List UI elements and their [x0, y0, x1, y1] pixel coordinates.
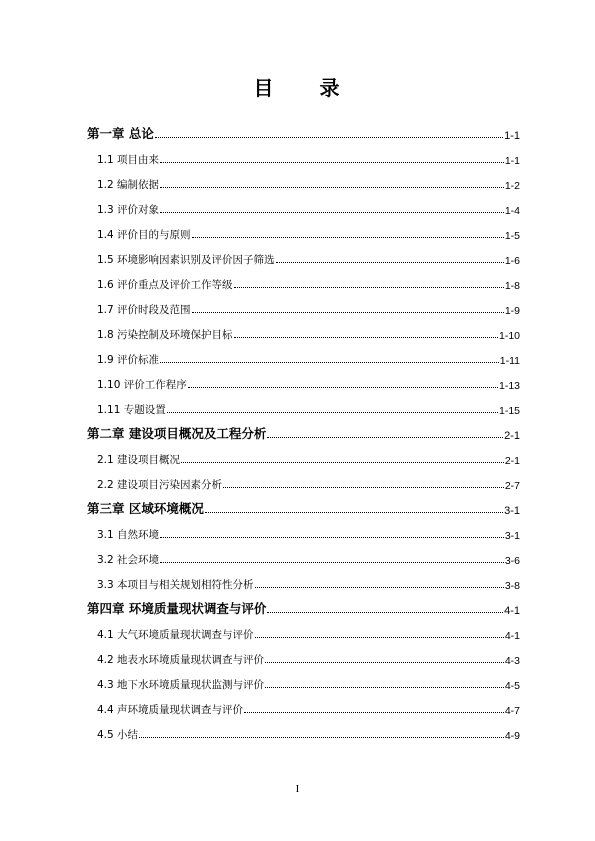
toc-dot-leader: [139, 736, 504, 738]
toc-entry-page: 1-15: [498, 405, 520, 417]
toc-dot-leader: [188, 386, 498, 388]
toc-section-entry[interactable]: [97, 201, 520, 217]
toc-dot-leader: [160, 536, 504, 538]
page-number: I: [295, 783, 300, 795]
toc-entry-page: 2-7: [504, 480, 520, 492]
toc-entry-label: 1.3 评价对象: [97, 204, 160, 216]
toc-entry-label: 1.11 专题设置: [97, 404, 166, 416]
toc-dot-leader: [155, 136, 503, 138]
toc-entry-page: 1-13: [498, 380, 520, 392]
toc-entry-page: 1-4: [504, 205, 520, 217]
toc-dot-leader: [205, 511, 503, 513]
toc-section-entry[interactable]: [97, 351, 520, 367]
toc-section-entry[interactable]: [97, 526, 520, 542]
toc-entry-label: 1.10 评价工作程序: [97, 379, 187, 391]
toc-dot-leader: [234, 286, 504, 288]
toc-entry-page: 1-9: [504, 305, 520, 317]
toc-section-entry[interactable]: [97, 476, 520, 492]
toc-section-entry[interactable]: [97, 626, 520, 642]
toc-entry-label: 1.2 编制依据: [97, 179, 160, 191]
toc-entry-page: 4-1: [504, 630, 520, 642]
toc-entry-label: 4.1 大气环境质量现状调查与评价: [97, 629, 254, 641]
toc-entry-page: 1-1: [504, 130, 520, 142]
toc-section-entry[interactable]: [97, 151, 520, 167]
toc-section-entry[interactable]: [97, 326, 520, 342]
toc-dot-leader: [276, 261, 504, 263]
toc-section-entry[interactable]: [97, 576, 520, 592]
toc-entry-page: 1-2: [504, 180, 520, 192]
toc-section-entry[interactable]: [97, 726, 520, 742]
toc-entry-label: 第三章 区域环境概况: [87, 501, 204, 516]
toc-entry-label: 1.5 环境影响因素识别及评价因子筛选: [97, 254, 275, 266]
toc-dot-leader: [192, 311, 504, 313]
toc-entry-page: 3-8: [504, 580, 520, 592]
toc-entry-label: 1.8 污染控制及环境保护目标: [97, 329, 233, 341]
toc-dot-leader: [160, 186, 504, 188]
toc-dot-leader: [234, 336, 498, 338]
toc-dot-leader: [167, 411, 498, 413]
toc-entry-label: 第二章 建设项目概况及工程分析: [87, 426, 267, 441]
toc-section-entry[interactable]: [97, 401, 520, 417]
toc-dot-leader: [255, 586, 504, 588]
toc-section-entry[interactable]: [97, 226, 520, 242]
toc-dot-leader: [160, 361, 499, 363]
toc-dot-leader: [181, 461, 504, 463]
toc-entry-label: 1.1 项目由来: [97, 154, 160, 166]
toc-section-entry[interactable]: [97, 276, 520, 292]
toc-section-entry[interactable]: [97, 251, 520, 267]
toc-section-entry[interactable]: [97, 451, 520, 467]
toc-dot-leader: [160, 211, 504, 213]
toc-section-entry[interactable]: [97, 676, 520, 692]
toc-section-entry[interactable]: [97, 551, 520, 567]
toc-section-entry[interactable]: [97, 301, 520, 317]
toc-entry-page: 1-1: [504, 155, 520, 167]
toc-dot-leader: [244, 711, 504, 713]
toc-entry-label: 3.3 本项目与相关规划相符性分析: [97, 579, 254, 591]
toc-chapter-entry[interactable]: [87, 124, 520, 142]
toc-entry-page: 4-1: [504, 605, 520, 617]
toc-entry-label: 2.1 建设项目概况: [97, 454, 181, 466]
toc-chapter-entry[interactable]: [87, 599, 520, 617]
toc-entry-page: 1-8: [504, 280, 520, 292]
toc-dot-leader: [160, 561, 504, 563]
toc-entry-label: 4.2 地表水环境质量现状调查与评价: [97, 654, 265, 666]
page-title: 目 录: [253, 76, 342, 100]
toc-entry-label: 4.5 小结: [97, 729, 139, 741]
toc-entry-page: 4-3: [504, 655, 520, 667]
toc-entry-label: 1.6 评价重点及评价工作等级: [97, 279, 233, 291]
toc-dot-leader: [265, 661, 504, 663]
toc-entry-page: 4-7: [504, 705, 520, 717]
toc-chapter-entry[interactable]: [87, 424, 520, 442]
toc-section-entry[interactable]: [97, 176, 520, 192]
toc-dot-leader: [267, 436, 503, 438]
toc-entry-label: 1.9 评价标准: [97, 354, 160, 366]
toc-entry-page: 3-1: [504, 505, 520, 517]
toc-dot-leader: [192, 236, 504, 238]
toc-section-entry[interactable]: [97, 701, 520, 717]
toc-entry-page: 2-1: [504, 430, 520, 442]
toc-entry-page: 3-6: [504, 555, 520, 567]
toc-dot-leader: [255, 636, 504, 638]
toc-entry-label: 3.1 自然环境: [97, 529, 160, 541]
toc-section-entry[interactable]: [97, 651, 520, 667]
toc-entry-page: 2-1: [504, 455, 520, 467]
toc-dot-leader: [160, 161, 504, 163]
toc-section-entry[interactable]: [97, 376, 520, 392]
toc-entry-page: 1-6: [504, 255, 520, 267]
toc-entry-label: 第一章 总论: [87, 126, 154, 141]
toc-entry-page: 3-1: [504, 530, 520, 542]
toc-entry-page: 1-5: [504, 230, 520, 242]
toc-dot-leader: [267, 611, 503, 613]
toc-entry-page: 1-11: [499, 355, 520, 367]
toc-entry-label: 第四章 环境质量现状调查与评价: [87, 601, 267, 616]
toc-entry-page: 4-5: [504, 680, 520, 692]
toc-dot-leader: [265, 686, 504, 688]
toc-entry-label: 4.4 声环境质量现状调查与评价: [97, 704, 244, 716]
toc-entry-label: 1.7 评价时段及范围: [97, 304, 191, 316]
toc-chapter-entry[interactable]: [87, 499, 520, 517]
toc-entry-label: 1.4 评价目的与原则: [97, 229, 191, 241]
toc-entry-page: 1-10: [498, 330, 520, 342]
toc-dot-leader: [223, 486, 504, 488]
toc-entry-label: 4.3 地下水环境质量现状监测与评价: [97, 679, 265, 691]
toc-entry-page: 4-9: [504, 730, 520, 742]
toc-entry-label: 3.2 社会环境: [97, 554, 160, 566]
toc-entry-label: 2.2 建设项目污染因素分析: [97, 479, 223, 491]
